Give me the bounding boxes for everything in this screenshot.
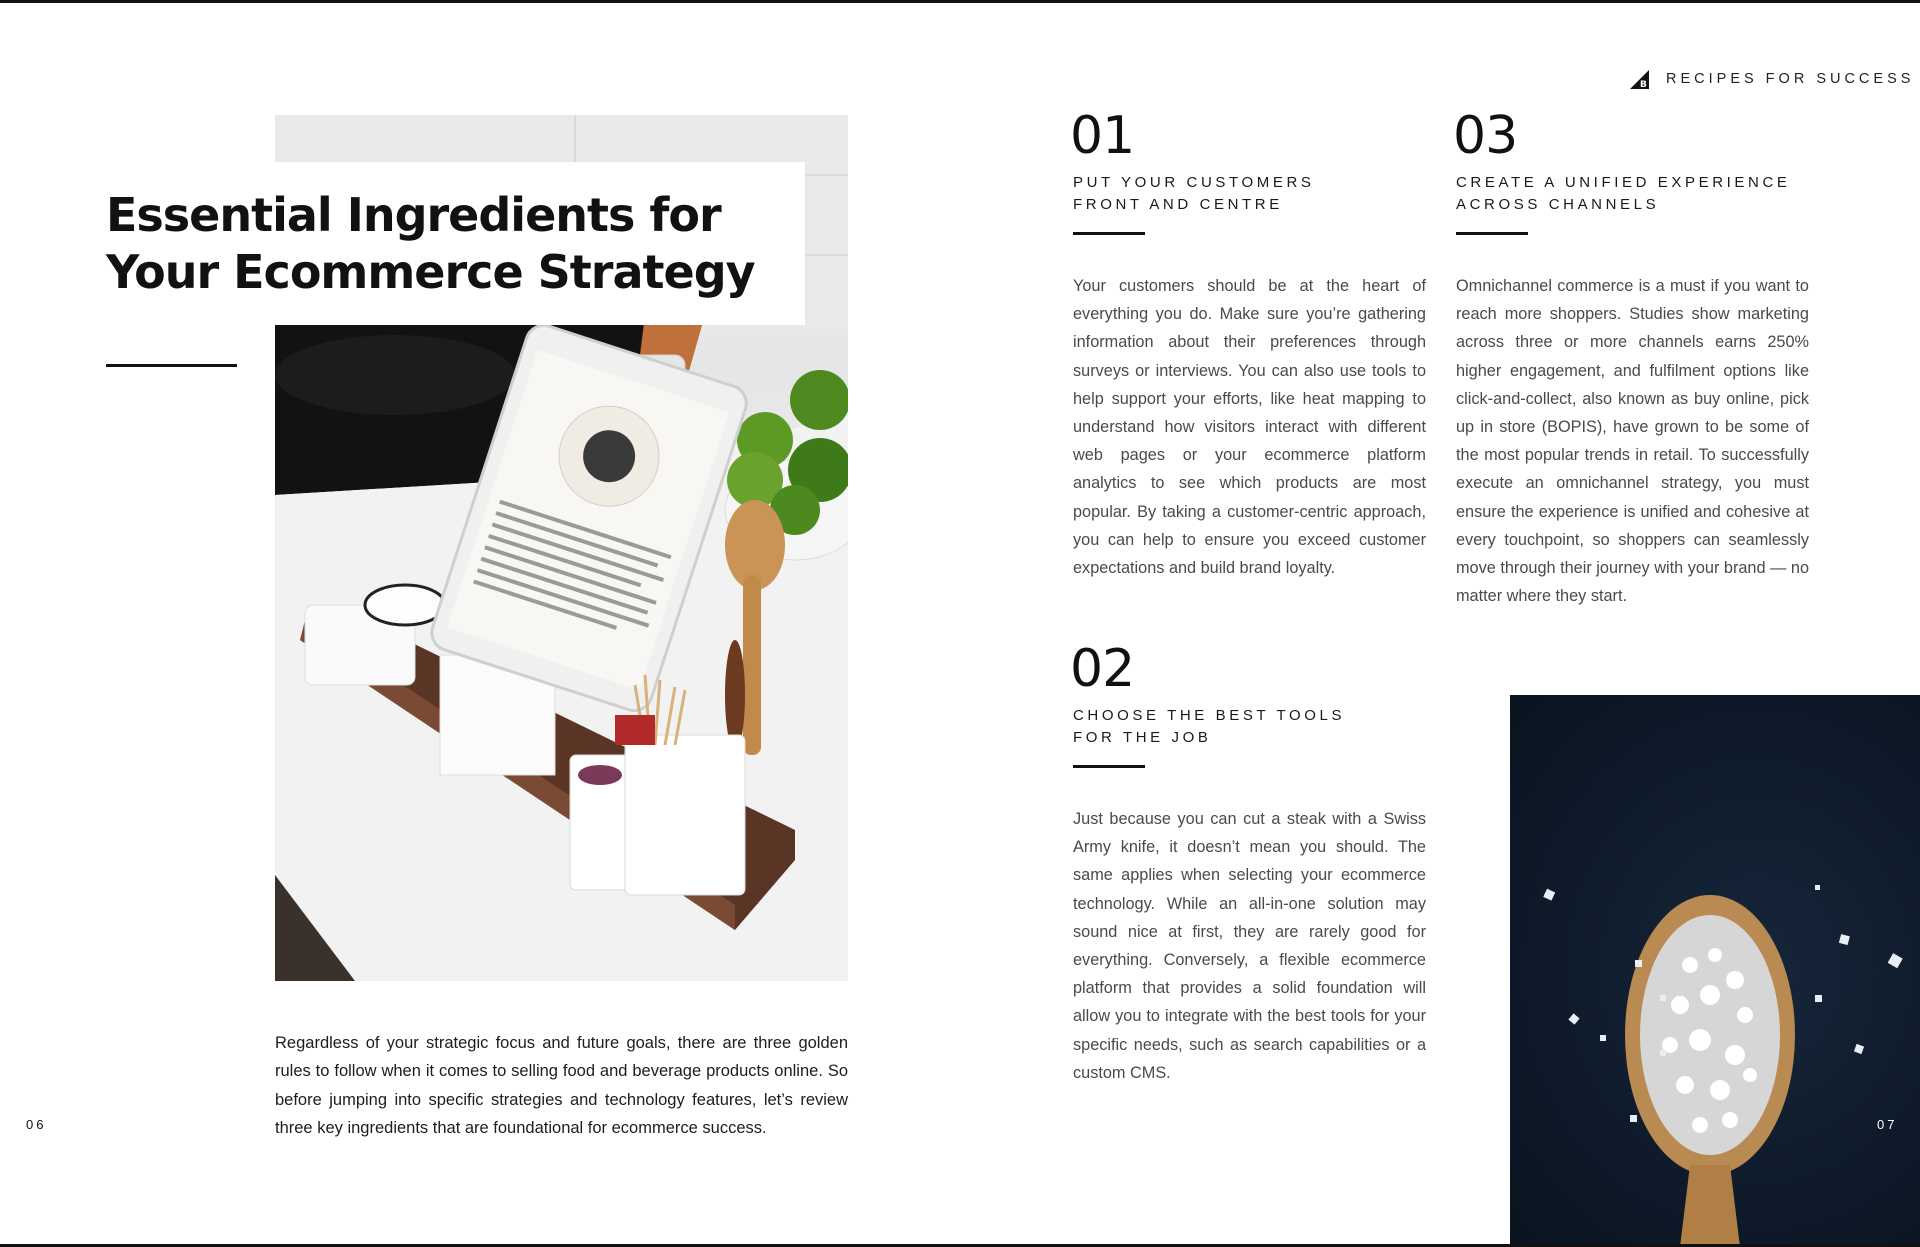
section-rule bbox=[1073, 232, 1145, 235]
section-heading-line: ACROSS CHANNELS bbox=[1456, 196, 1660, 213]
section-02 bbox=[1070, 639, 1426, 1087]
page-number-left: 06 bbox=[26, 1117, 47, 1132]
intro-paragraph: Regardless of your strategic focus and future goals, there are three golden rules to follow when it comes to selling food and beverage products online. So before jumping into specific strategies and technology features, let’s review three key ingredients that are foundational for ecommerce success. bbox=[275, 1034, 848, 1137]
title-underline bbox=[106, 364, 237, 367]
section-heading-line: FOR THE JOB bbox=[1073, 729, 1212, 746]
section-heading-line: CHOOSE THE BEST TOOLS bbox=[1073, 707, 1346, 724]
header-label: RECIPES FOR SUCCESS bbox=[1666, 71, 1915, 87]
section-number: 01 bbox=[1070, 106, 1135, 166]
header-brand bbox=[1628, 68, 1914, 90]
bigcommerce-logo-icon bbox=[1628, 68, 1650, 90]
section-01 bbox=[1070, 106, 1426, 582]
top-border bbox=[0, 0, 1920, 3]
section-number: 03 bbox=[1453, 106, 1518, 166]
section-body: Just because you can cut a steak with a Swiss Army knife, it doesn’t mean you should. The same applies when selecting your ecommerce technology. While an all-in-one solution may sound nice at first, they are rarely good for everything. Conversely, a flexible ecommerce platform that provides a solid foundation will allow you to integrate with the best tools for your specific needs, such as search capabilities or a custom CMS. bbox=[1073, 810, 1426, 1082]
section-heading bbox=[1456, 172, 1809, 216]
section-heading-line: PUT YOUR CUSTOMERS bbox=[1073, 174, 1315, 191]
page-title: Essential Ingredients for Your Ecommerce Strategy bbox=[106, 188, 755, 299]
page-number-right: 07 bbox=[1877, 1117, 1898, 1132]
section-number: 02 bbox=[1070, 639, 1135, 699]
svg-text:B: B bbox=[1640, 80, 1647, 90]
section-body: Your customers should be at the heart of everything you do. Make sure you’re gathering information about their preferences through surveys or interviews. You can also use tools to help support your efforts, like heat mapping to understand how visitors interact with different web pages or your ecommerce platform analytics to see which products are most popular. By taking a customer-centric approach, you can help to ensure you exceed customer expectations and build brand loyalty. bbox=[1073, 277, 1426, 578]
section-heading-line: CREATE A UNIFIED EXPERIENCE bbox=[1456, 174, 1791, 191]
title-box bbox=[80, 162, 805, 325]
section-heading-line: FRONT AND CENTRE bbox=[1073, 196, 1283, 213]
section-rule bbox=[1456, 232, 1528, 235]
salt-spoon-photo bbox=[1510, 695, 1920, 1247]
section-heading bbox=[1073, 172, 1426, 216]
section-rule bbox=[1073, 765, 1145, 768]
section-body: Omnichannel commerce is a must if you want to reach more shoppers. Studies show marketing across three or more channels earns 250% higher engagement, and fulfilment options like click-and-collect, also known as buy online, pick up in store (BOPIS), have grown to be some of the most popular trends in retail. To successfully execute an omnichannel strategy, you must ensure the experience is unified and cohesive at every touchpoint, so shoppers can seamlessly move through their journey with your brand — no matter where they start. bbox=[1456, 277, 1809, 606]
section-heading bbox=[1073, 705, 1426, 749]
section-03 bbox=[1453, 106, 1809, 610]
